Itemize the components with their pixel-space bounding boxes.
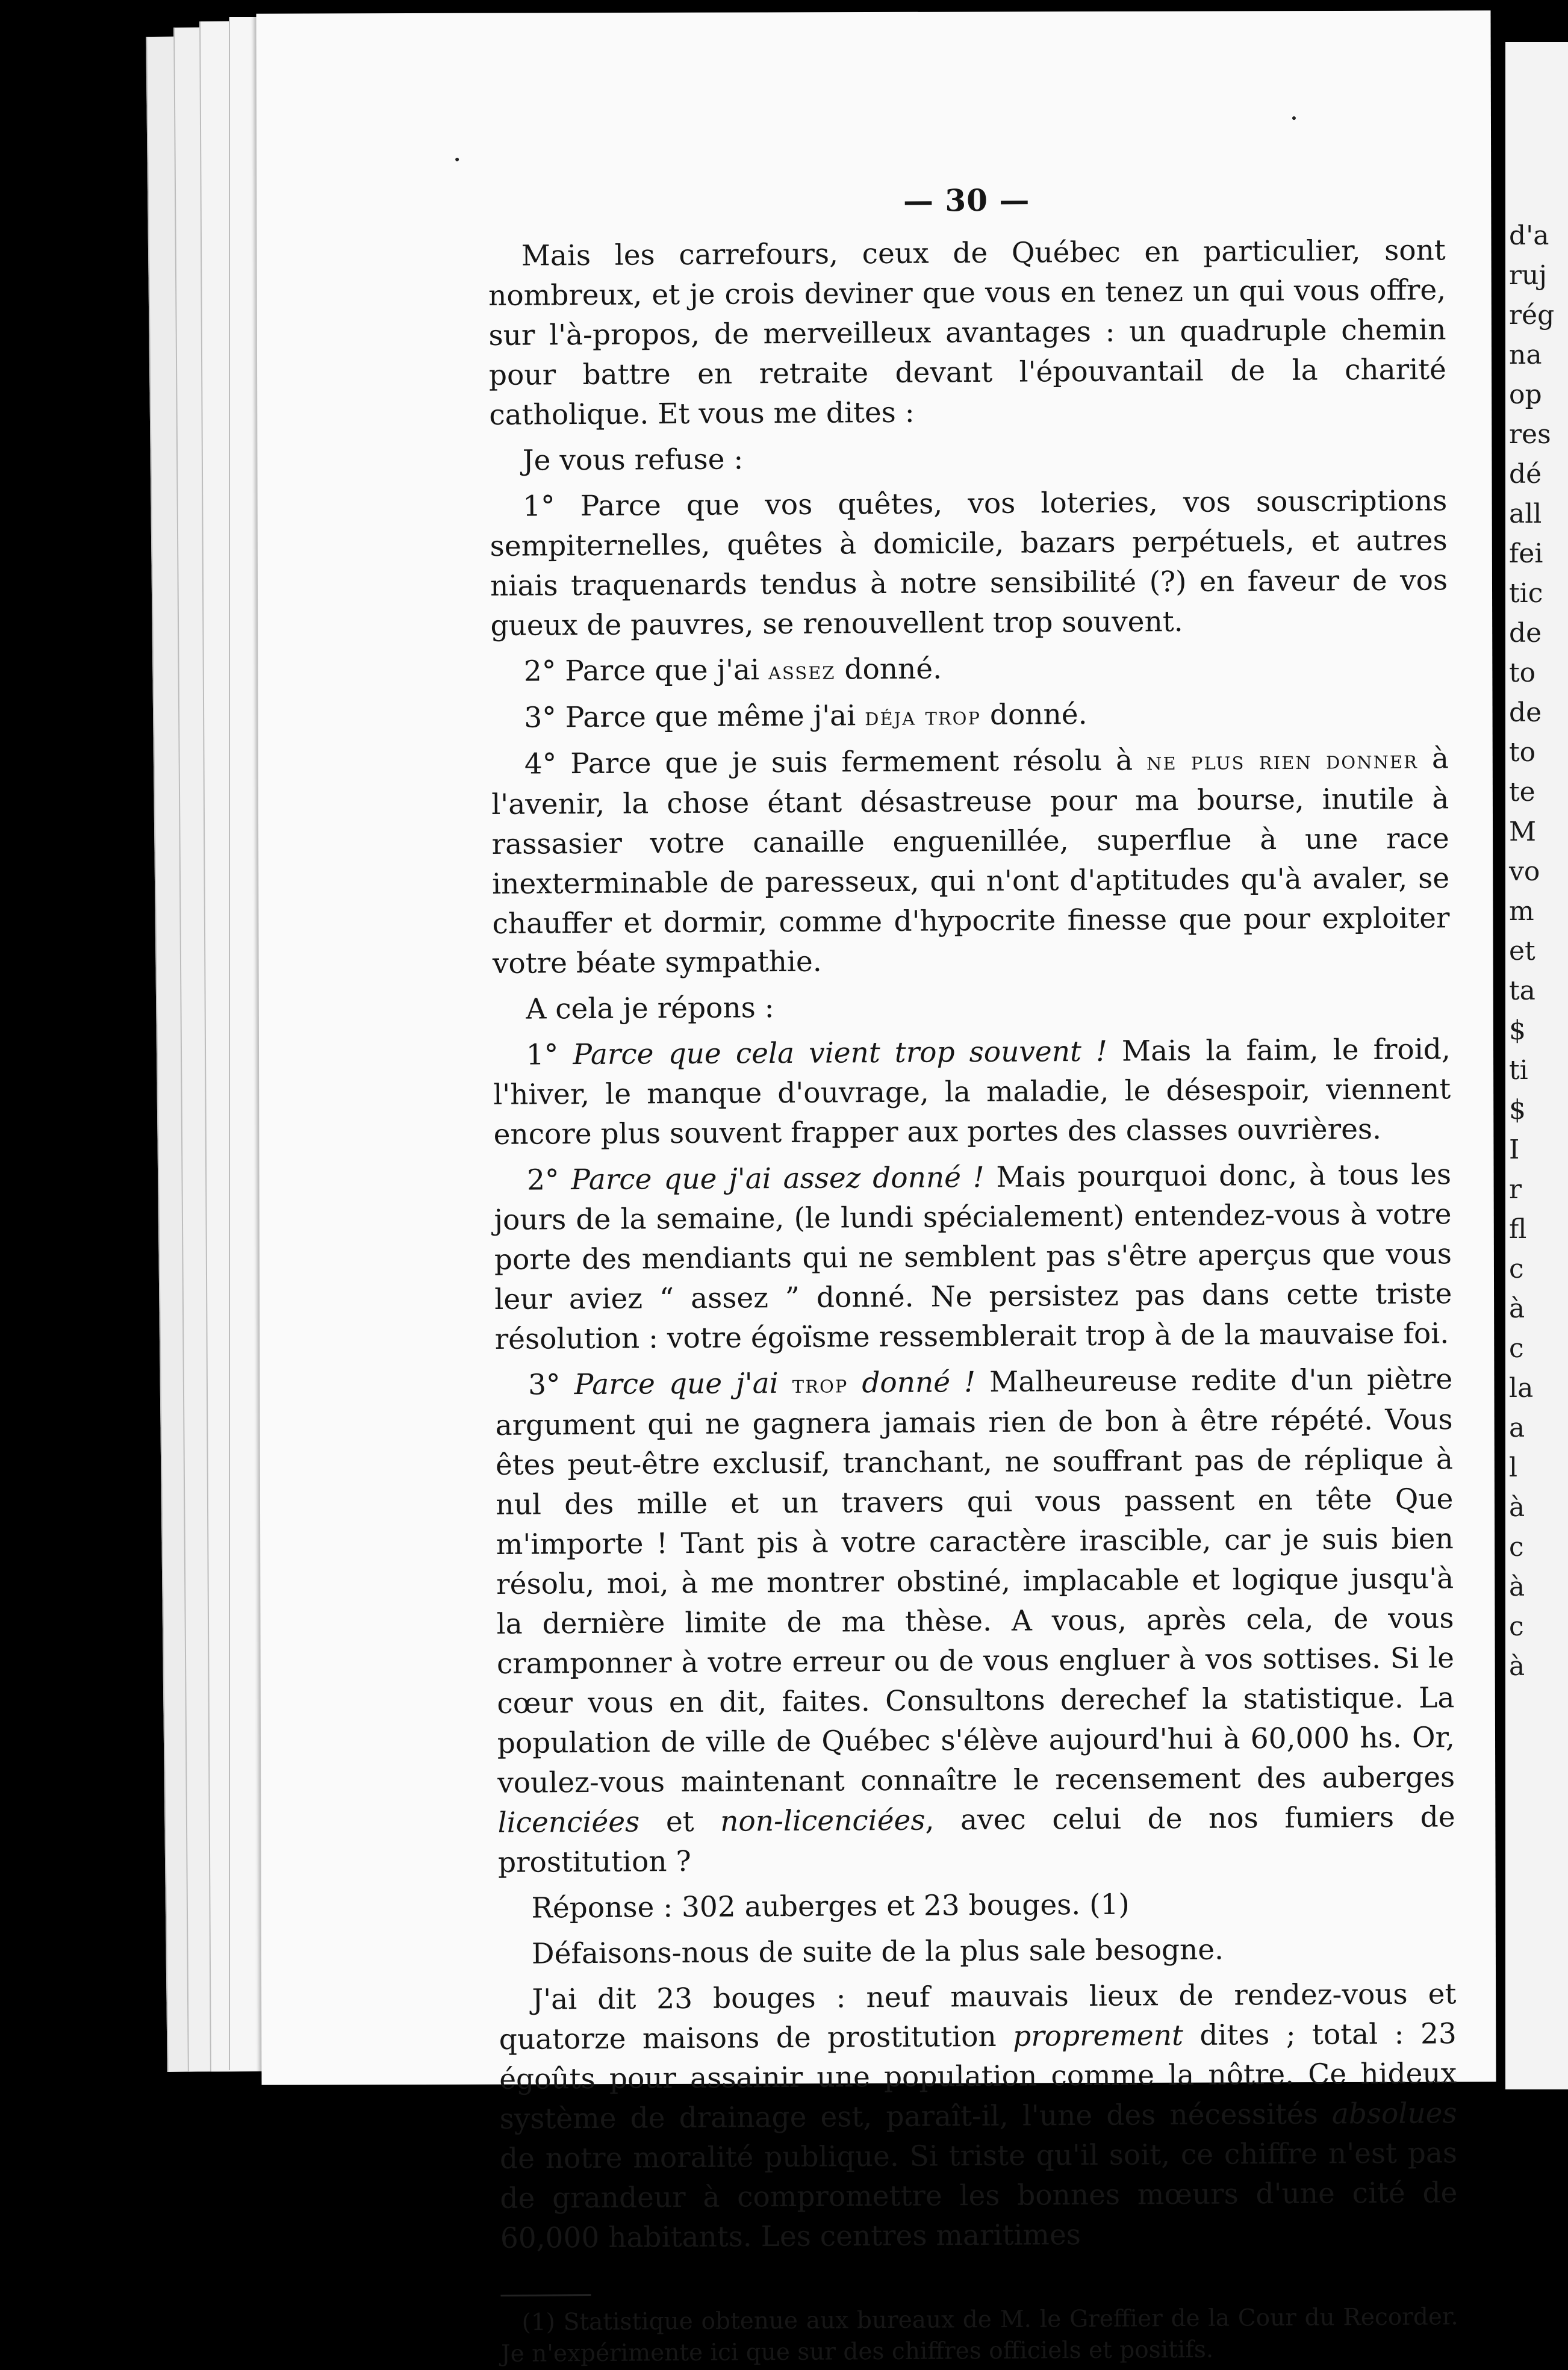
paragraph: Je vous refuse :	[522, 443, 744, 477]
facing-page-fragment: fei	[1509, 538, 1543, 569]
ink-speck	[455, 158, 459, 161]
facing-page-fragment: à	[1509, 1492, 1525, 1523]
page-content	[488, 178, 1458, 2370]
facing-page	[1505, 42, 1568, 2089]
facing-page-fragment: a	[1509, 1413, 1525, 1443]
facing-page-fragment: I	[1509, 1134, 1520, 1165]
paragraph: J'ai dit 23 bouges : neuf mauvais lieux de rendez-vous et quatorze maisons de prostitution proprement dites ; total : 23 égoûts pour assainir une population comme la nôtre. Ce hideux système de drainage est, paraît-il, l'une des nécessités absolues de notre moralité publique. Si triste qu'il soit, ce chiffre n'est pas de grandeur à compromettre les bonnes mœurs d'une cité de 60,000 habitants. Les centres maritimes	[499, 1977, 1458, 2255]
facing-page-fragment: c	[1509, 1254, 1524, 1284]
footnote: (1) Statistique obtenue aux bureaux de M. le Greffier de la Cour du Recorder. Je n'expérimente ici que sur des chiffres officiels et positifs.	[500, 2303, 1458, 2368]
facing-page-fragment: l	[1509, 1452, 1518, 1483]
facing-page-fragment: de	[1509, 618, 1542, 648]
facing-page-fragment: à	[1509, 1651, 1525, 1682]
facing-page-fragment: la	[1509, 1373, 1534, 1404]
facing-page-fragment: et	[1509, 936, 1535, 966]
facing-page-fragment: na	[1509, 340, 1542, 370]
facing-page-fragment: all	[1509, 499, 1542, 529]
paragraph: 1° Parce que vos quêtes, vos loteries, vos souscriptions sempiternelles, quêtes à domicile, bazars perpétuels, et autres niais traquenards tendus à notre sensibilité (?) en faveur de vos gueux de pauvres, se renouvellent trop souvent.	[490, 484, 1448, 642]
facing-page-fragment: to	[1509, 658, 1536, 688]
facing-page-fragment: vo	[1509, 856, 1540, 887]
facing-page-fragment: à	[1509, 1572, 1525, 1602]
facing-page-fragment: r	[1509, 1174, 1522, 1205]
paragraph: Mais les carrefours, ceux de Québec en particulier, sont nombreux, et je crois deviner que vous en tenez un qui vous offre, sur l'à-propos, de merveilleux avantages : un quadruple chemin pour battre en retraite devant l'épouvantail de la charité catholique. Et vous me dites :	[488, 234, 1447, 432]
paragraph: 3° Parce que même j'ai déja trop donné.	[524, 697, 1087, 735]
facing-page-fragment: te	[1509, 777, 1535, 807]
facing-page-fragment: to	[1509, 737, 1536, 768]
paragraph: 3° Parce que j'ai trop donné ! Malheureuse redite d'un piètre argument qui ne gagnera jamais rien de bon à être répété. Vous êtes peut-être exclusif, tranchant, ne souffrant pas de réplique à nul des mille et un travers qui vous passent en tête Que m'importe ! Tant pis à votre caractère irascible, car je suis bien résolu, moi, à me montrer obstiné, implacable et logique jusqu'à la dernière limite de ma thèse. A vous, après cela, de vous cramponner à votre erreur ou de vous engluer à vos sottises. Si le cœur vous en dit, faites. Consultons derechef la statistique. La population de ville de Québec s'élève aujourd'hui à 60,000 hs. Or, voulez-vous maintenant connaître le recensement des auberges licenciées et non-licenciées, avec celui de nos fumiers de prostitution ?	[495, 1363, 1455, 1879]
facing-page-fragment: ti	[1509, 1055, 1528, 1086]
paragraph: 2° Parce que j'ai assez donné ! Mais pourquoi donc, à tous les jours de la semaine, (le lundi spécialement) entendez-vous à votre porte des mendiants qui ne semblent pas s'être aperçus que vous leur aviez “ assez ” donné. Ne persistez pas dans cette triste résolution : votre égoïsme ressemblerait trop à de la mauvaise foi.	[494, 1158, 1452, 1356]
paragraph: 4° Parce que je suis fermement résolu à ne plus rien donner à l'avenir, la chose étant désastreuse pour ma bourse, inutile à rassasier votre canaille enguenillée, superflue à une race inexterminable de paresseux, qui n'ont d'aptitudes qu'à avaler, se chauffer et dormir, comme d'hypocrite finesse que pour exploiter votre béate sympathie.	[491, 742, 1450, 980]
page-number: — 30 —	[903, 182, 1030, 219]
paragraph: Défaisons-nous de suite de la plus sale besogne.	[531, 1933, 1224, 1971]
paragraph: Réponse : 302 auberges et 23 bouges. (1)	[531, 1888, 1130, 1925]
facing-page-fragment: tic	[1509, 578, 1543, 609]
paragraph: 2° Parce que j'ai assez donné.	[523, 652, 942, 688]
facing-page-fragment: ruj	[1509, 260, 1548, 291]
facing-page-fragment: rég	[1509, 300, 1555, 331]
facing-page-fragment: c	[1509, 1333, 1524, 1364]
facing-page-fragment: M	[1509, 816, 1537, 847]
ink-speck	[1292, 116, 1296, 120]
paragraph: 1° Parce que cela vient trop souvent ! Mais la faim, le froid, l'hiver, le manque d'ouvrage, la maladie, le désespoir, viennent encore plus souvent frapper aux portes des classes ouvrières.	[493, 1033, 1451, 1151]
footnote-rule	[500, 2294, 591, 2297]
facing-page-fragment: à	[1509, 1293, 1525, 1324]
facing-page-fragment: m	[1509, 896, 1534, 927]
facing-page-fragment: ta	[1509, 975, 1535, 1006]
facing-page-fragment: op	[1509, 379, 1542, 410]
facing-page-fragment: dé	[1509, 459, 1542, 490]
facing-page-fragment: $	[1509, 1015, 1526, 1046]
facing-page-fragment: d'a	[1509, 220, 1549, 251]
paragraph: A cela je répons :	[526, 991, 774, 1026]
facing-page-fragment: c	[1509, 1611, 1524, 1642]
facing-page-fragment: fl	[1509, 1214, 1527, 1245]
facing-page-fragment: c	[1509, 1532, 1524, 1563]
facing-page-fragment: de	[1509, 697, 1542, 728]
facing-page-fragment: $	[1509, 1095, 1526, 1125]
facing-page-fragment: res	[1509, 419, 1551, 450]
